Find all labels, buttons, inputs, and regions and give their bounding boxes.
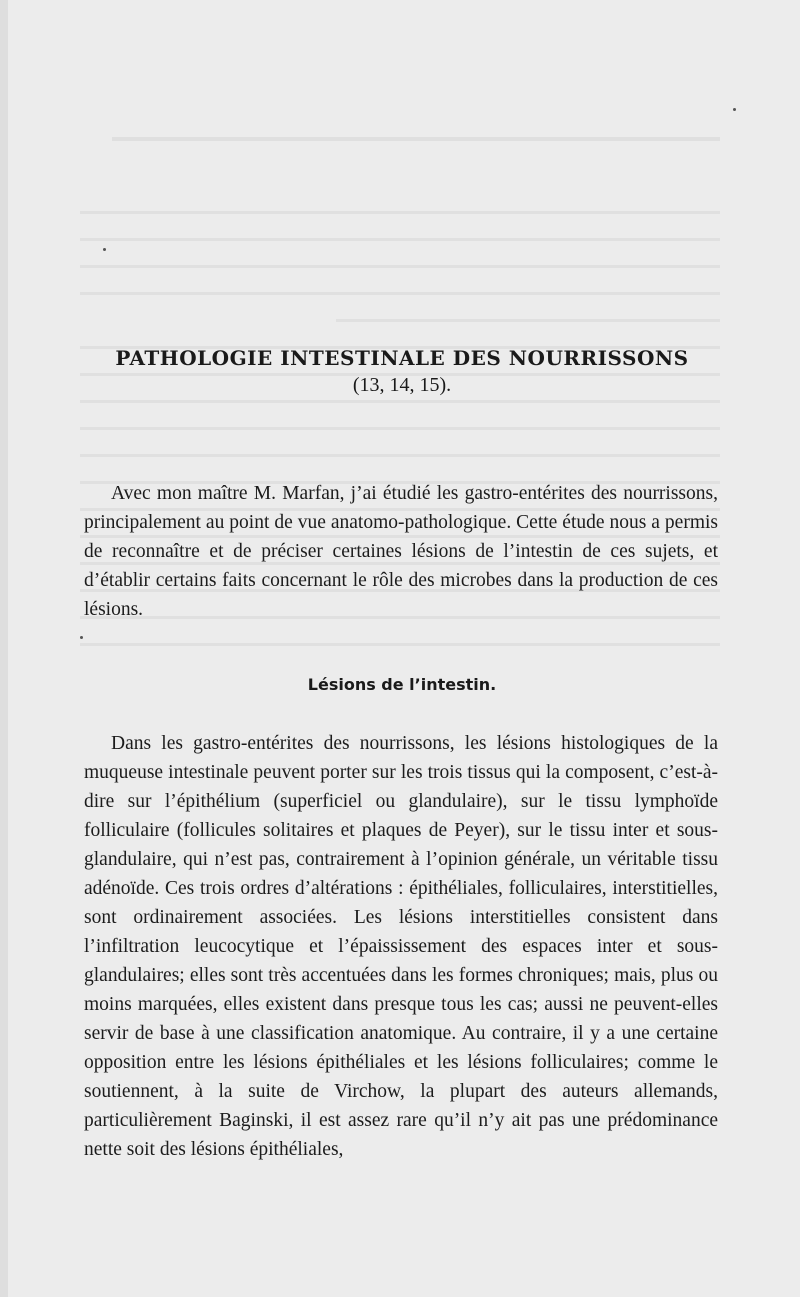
page-title: PATHOLOGIE INTESTINALE DES NOURRISSONS xyxy=(115,346,689,370)
paper-speck xyxy=(103,248,106,251)
section-heading: Lésions de l’intestin. xyxy=(307,675,497,694)
intro-paragraph: Avec mon maître M. Marfan, j’ai étudié les gastro-entérites des nourrissons, principalement au point de vue anatomo-pathologique. Cette étude nous a permis de reconnaître et de préciser certaines lésions de l’intestin de ces sujets, et d’établir certains faits concernant le rôle des microbes dans la production de ces lésions. xyxy=(84,483,718,620)
paper-speck xyxy=(733,108,736,111)
section-paragraph: Dans les gastro-entérites des nourrissons, les lésions histologiques de la muqueuse intestinale peuvent porter sur les trois tissus qui la composent, c’est-à-dire sur l’épithélium (superficiel ou glandulaire), sur le tissu lymphoïde folliculaire (follicules solitaires et plaques de Peyer), sur le tissu inter et sous-glandulaire, qui n’est pas, contrairement à l’opinion générale, un véritable tissu adénoïde. Ces trois ordres d’altérations : épithéliales, folliculaires, interstitielles, sont ordinairement associées. Les lésions interstitielles consistent dans l’infiltration leucocytique et l’épaississement des espaces inter et sous-glandulaires; elles sont très accentuées dans les formes chroniques; mais, plus ou moins marquées, elles existent dans presque tous les cas; aussi ne peuvent-elles servir de base à une classification anatomique. Au contraire, il y a une certaine opposition entre les lésions épithéliales et les lésions folliculaires; comme le soutiennent, à la suite de Virchow, la plupart des auteurs allemands, particulièrement Baginski, il est assez rare qu’il n’y ait pas une prédominance nette soit des lésions épithéliales, xyxy=(84,733,718,1160)
paper-speck xyxy=(80,636,83,639)
document-page xyxy=(8,0,800,1297)
reference-numbers: (13, 14, 15). xyxy=(352,374,452,396)
